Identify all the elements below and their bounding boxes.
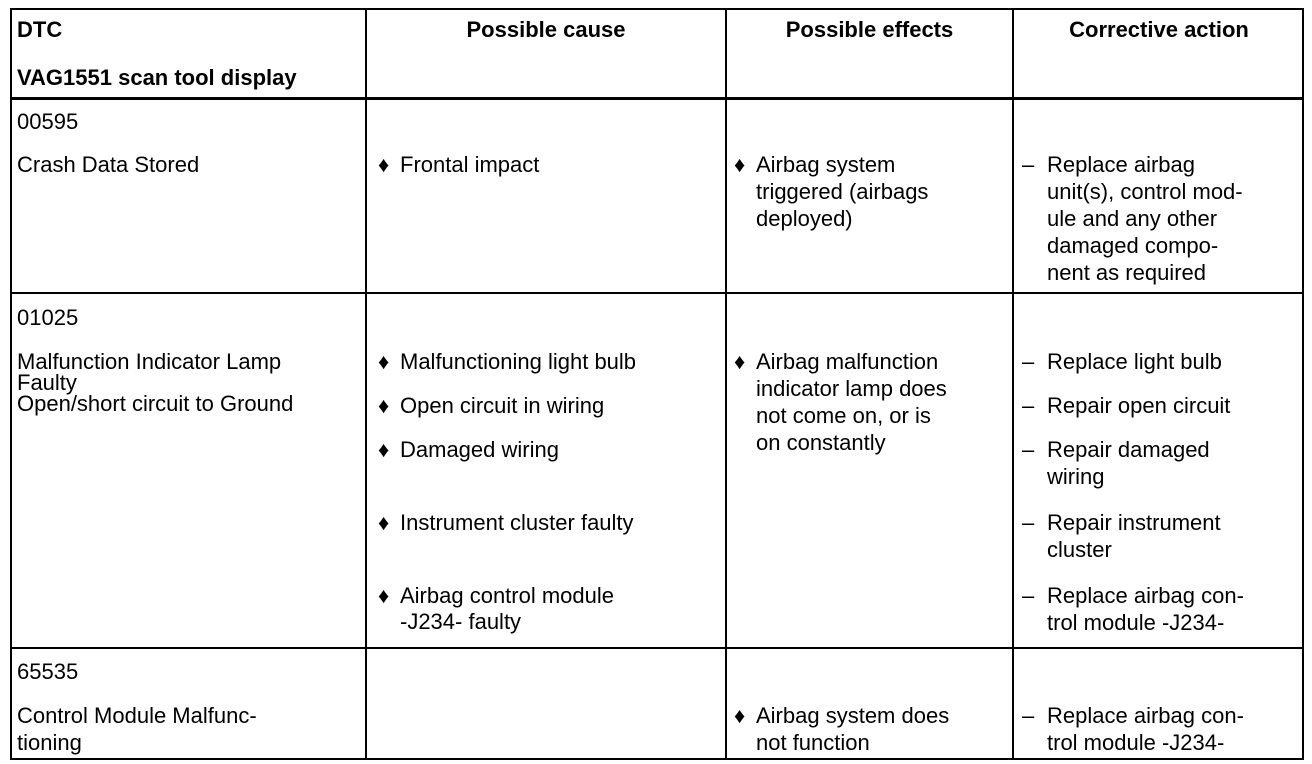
bullet-icon: ♦ <box>378 583 390 608</box>
dtc-name: Control Module Malfunc- <box>17 703 257 728</box>
cause-text: Open circuit in wiring <box>400 393 605 418</box>
effect-text: not function <box>756 730 870 755</box>
dtc-code: 01025 <box>17 305 79 330</box>
bullet-icon: ♦ <box>378 349 390 374</box>
header-possible-effects: Possible effects <box>785 17 954 42</box>
header-corrective-action: Corrective action <box>1069 17 1249 42</box>
effect-text: indicator lamp does <box>756 376 947 401</box>
column-divider <box>1012 10 1014 758</box>
bullet-icon: ♦ <box>378 393 390 418</box>
action-text: nent as required <box>1047 260 1206 285</box>
action-text: wiring <box>1047 464 1105 489</box>
effect-text: not come on, or is <box>756 403 931 428</box>
dash-icon: – <box>1022 510 1035 535</box>
bullet-icon: ♦ <box>378 510 390 535</box>
bullet-icon: ♦ <box>378 437 390 462</box>
dash-icon: – <box>1022 152 1035 177</box>
cause-text: -J234- faulty <box>400 609 522 634</box>
cause-text: Instrument cluster faulty <box>400 510 634 535</box>
dtc-name: Crash Data Stored <box>17 152 200 177</box>
action-text: cluster <box>1047 537 1112 562</box>
dash-icon: – <box>1022 583 1035 608</box>
row-divider <box>12 292 1302 294</box>
action-text: Replace airbag <box>1047 152 1195 177</box>
dtc-code: 65535 <box>17 659 79 684</box>
action-text: ule and any other <box>1047 206 1218 231</box>
action-text: Replace airbag con- <box>1047 583 1244 608</box>
effect-text: triggered (airbags <box>756 179 929 204</box>
action-text: Replace light bulb <box>1047 349 1222 374</box>
cause-text: Airbag control module <box>400 583 615 608</box>
dtc-name: Open/short circuit to Ground <box>17 391 294 416</box>
column-divider <box>725 10 727 758</box>
header-dtc: DTC <box>17 17 63 42</box>
dtc-table <box>10 8 1304 760</box>
action-text: trol module -J234- <box>1047 610 1225 635</box>
action-text: damaged compo- <box>1047 233 1219 258</box>
action-text: unit(s), control mod- <box>1047 179 1243 204</box>
cause-text: Malfunctioning light bulb <box>400 349 637 374</box>
action-text: Repair open circuit <box>1047 393 1231 418</box>
dash-icon: – <box>1022 393 1035 418</box>
effect-text: deployed) <box>756 206 853 231</box>
dtc-name: tioning <box>17 730 82 755</box>
action-text: trol module -J234- <box>1047 730 1225 755</box>
cause-text: Frontal impact <box>400 152 540 177</box>
dtc-name: Malfunction Indicator Lamp <box>17 349 282 374</box>
bullet-icon: ♦ <box>734 152 746 177</box>
action-text: Repair damaged <box>1047 437 1210 462</box>
action-text: Replace airbag con- <box>1047 703 1244 728</box>
bullet-icon: ♦ <box>734 703 746 728</box>
bullet-icon: ♦ <box>378 152 390 177</box>
dtc-name: Faulty <box>17 370 77 395</box>
effect-text: Airbag malfunction <box>756 349 939 374</box>
dtc-code: 00595 <box>17 109 79 134</box>
cause-text: Damaged wiring <box>400 437 559 462</box>
effect-text: on constantly <box>756 430 886 455</box>
column-divider <box>365 10 367 758</box>
effect-text: Airbag system does <box>756 703 950 728</box>
dash-icon: – <box>1022 437 1035 462</box>
row-divider <box>12 647 1302 649</box>
header-scan-tool-display: VAG1551 scan tool display <box>17 65 297 90</box>
row-divider <box>12 97 1302 100</box>
bullet-icon: ♦ <box>734 349 746 374</box>
effect-text: Airbag system <box>756 152 896 177</box>
action-text: Repair instrument <box>1047 510 1221 535</box>
header-possible-cause: Possible cause <box>466 17 626 42</box>
dash-icon: – <box>1022 349 1035 374</box>
dash-icon: – <box>1022 703 1035 728</box>
